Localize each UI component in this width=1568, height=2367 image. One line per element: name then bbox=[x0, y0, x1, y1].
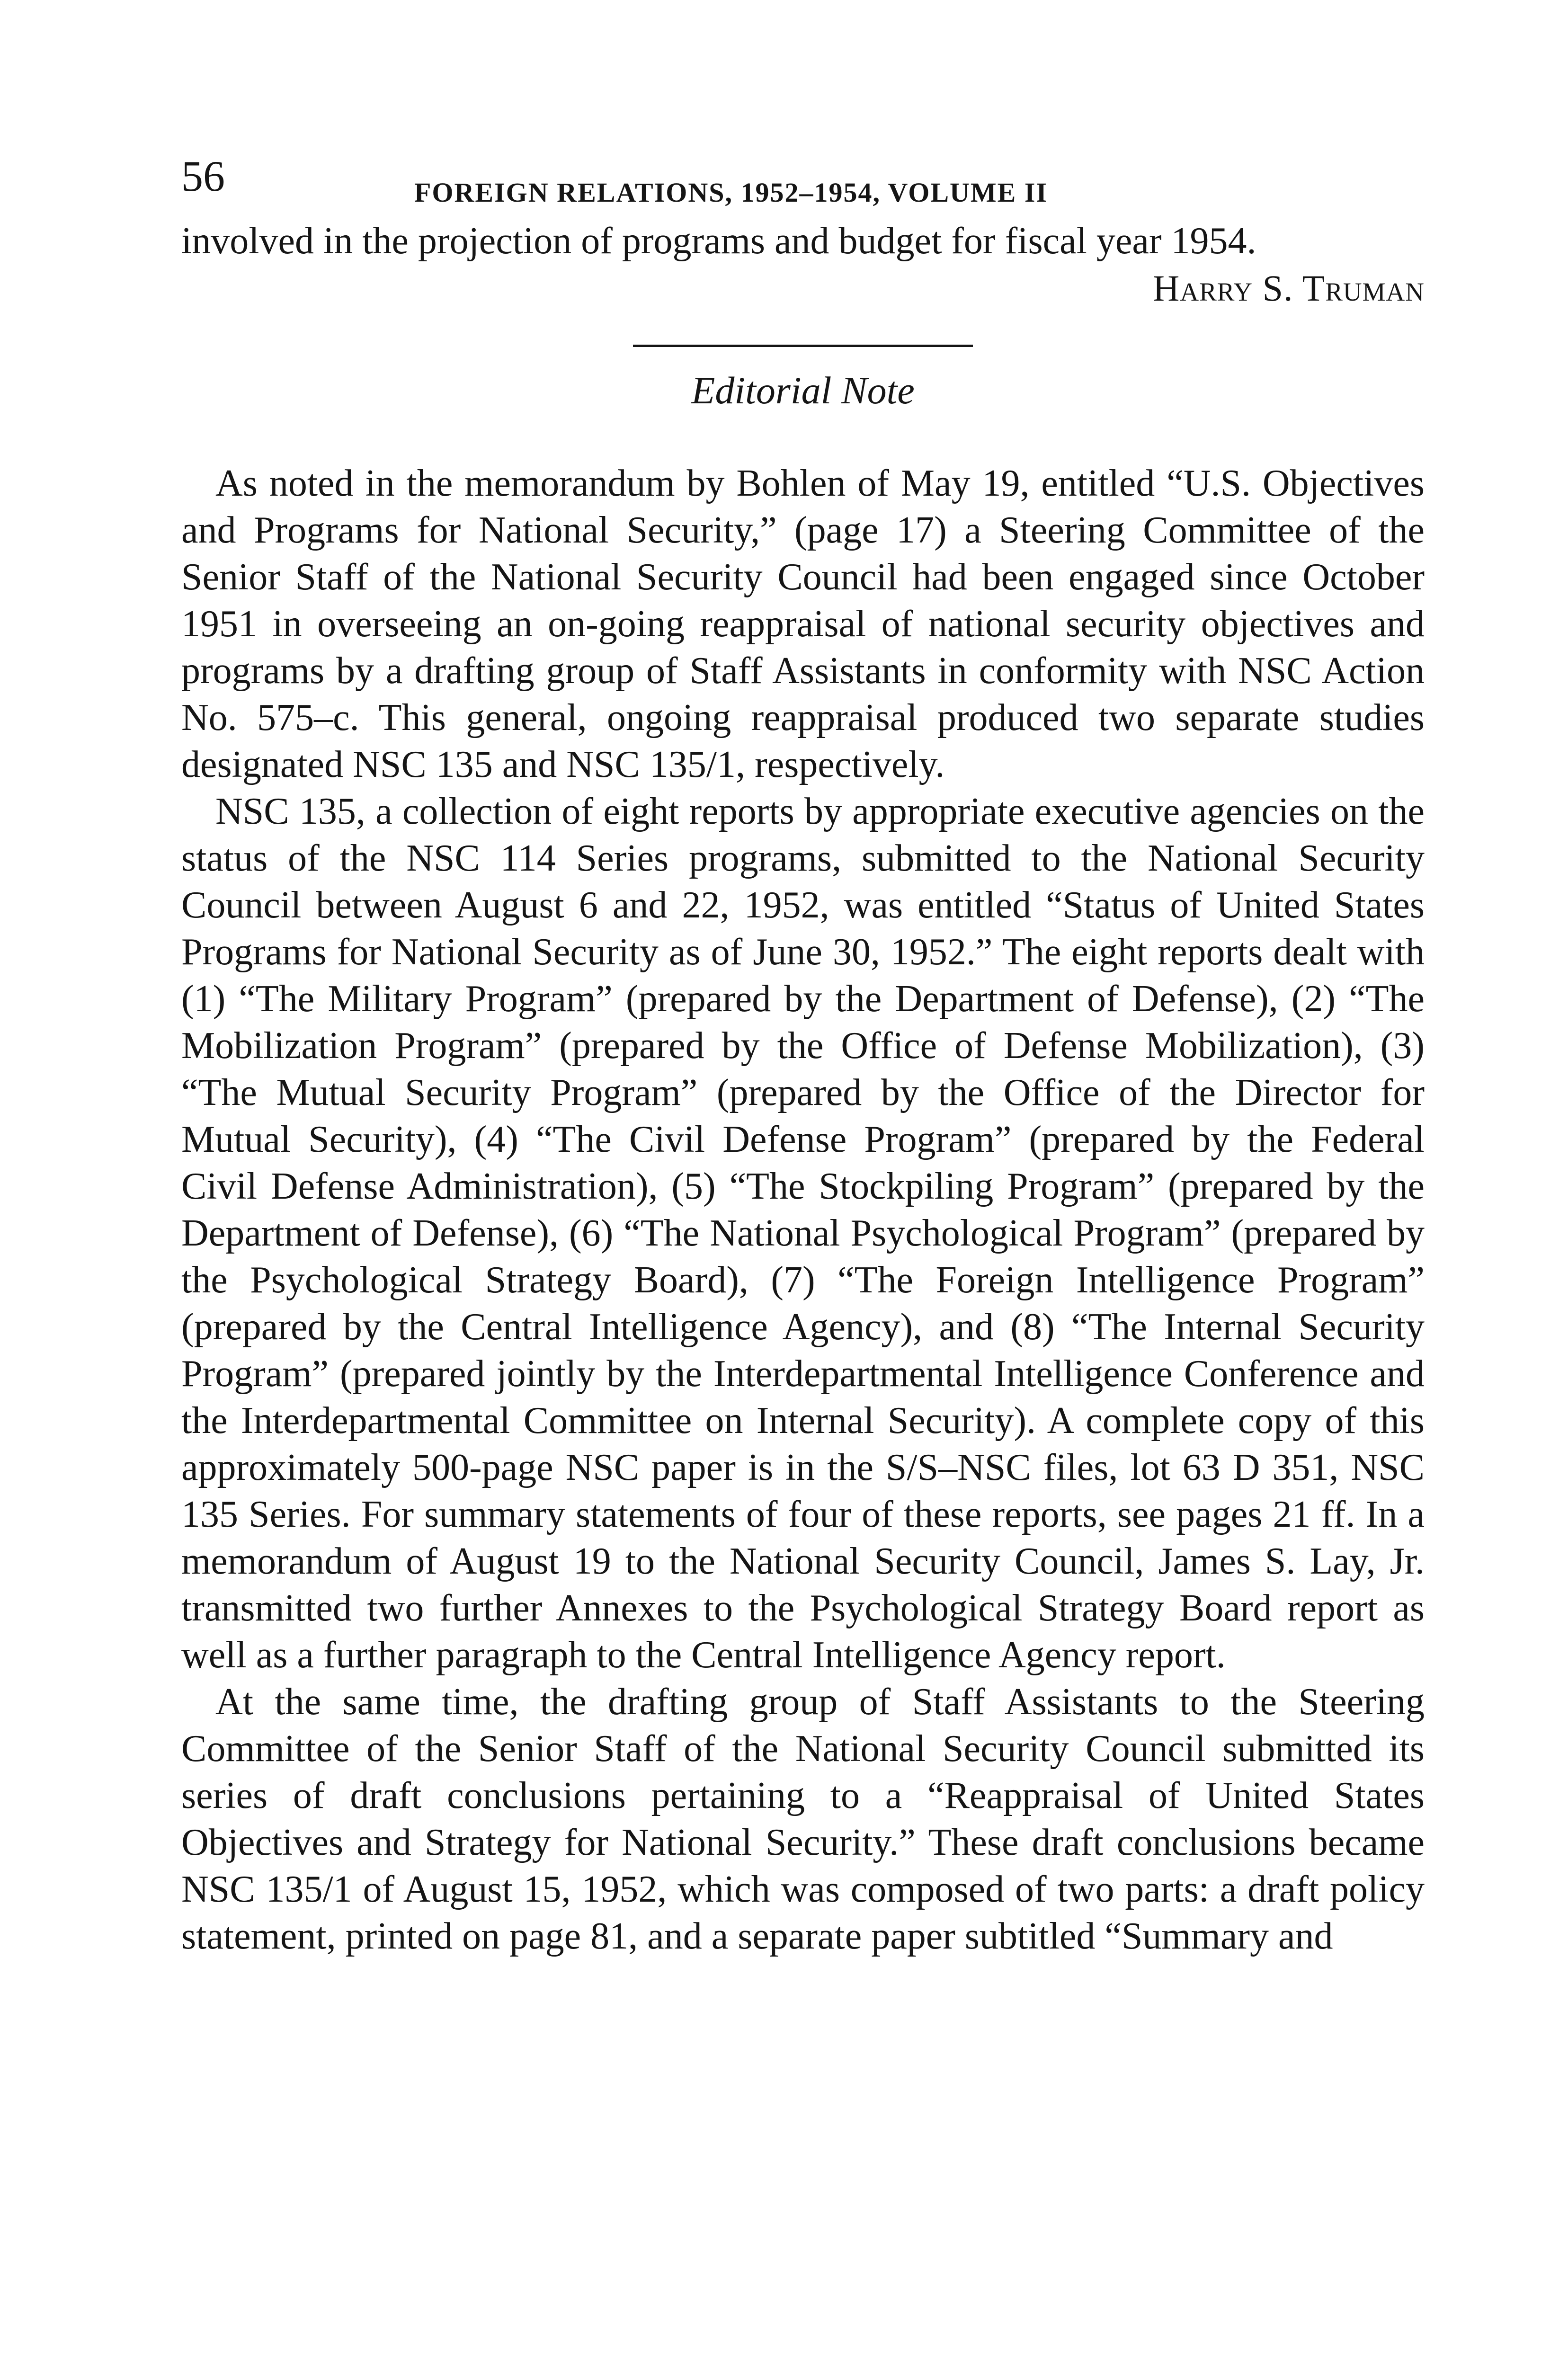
signature: Harry S. Truman bbox=[1153, 267, 1425, 309]
page-number: 56 bbox=[181, 152, 225, 200]
text-column bbox=[181, 151, 1425, 1960]
paragraph-1: As noted in the memorandum by Bohlen of May 19, entitled “U.S. Objectives and Programs for National Security,” (page 17) a Steering Committee of the Senior Staff of the National Security Council had been engaged since October 1951 in overseeing an on-going reappraisal of national security objectives and programs by a drafting group of Staff Assistants in conformity with NSC Action No. 575–c. This general, ongoing reappraisal produced two separate studies designated NSC 135 and NSC 135/1, respectively. bbox=[181, 463, 1425, 785]
opening-text: involved in the projection of programs and budget for fiscal year 1954. bbox=[181, 220, 1256, 262]
section-divider bbox=[633, 345, 973, 347]
editorial-note-title: Editorial Note bbox=[691, 369, 915, 412]
paragraph-3: At the same time, the drafting group of Staff Assistants to the Steering Committee of the Senior Staff of the National Security Council submitted its series of draft conclusions pertaining to a “Reappraisal of United States Objectives and Strategy for National Security.” These draft conclusions became NSC 135/1 of August 15, 1952, which was composed of two parts: a draft policy statement, printed on page 81, and a separate paper subtitled “Summary and bbox=[181, 1681, 1425, 1957]
paragraph-2: NSC 135, a collection of eight reports by appropriate executive agencies on the status of the NSC 114 Series programs, submitted to the National Security Council between August 6 and 22, 1952, was entitled “Status of United States Programs for National Security as of June 30, 1952.” The eight reports dealt with (1) “The Military Program” (prepared by the Department of Defense), (2) “The Mobilization Program” (prepared by the Office of Defense Mobilization), (3) “The Mutual Security Program” (prepared by the Office of the Director for Mutual Security), (4) “The Civil Defense Program” (prepared by the Federal Civil Defense Administration), (5) “The Stockpiling Program” (prepared by the Department of Defense), (6) “The National Psychological Program” (prepared by the Psychological Strategy Board), (7) “The Foreign Intelligence Program” (prepared by the Central Intelligence Agency), and (8) “The Internal Security Program” (prepared jointly by the Interdepartmental Intelligence Conference and the Interdepartmental Committee on Internal Security). A complete copy of this approximately 500-page NSC paper is in the S/S–NSC files, lot 63 D 351, NSC 135 Series. For summary statements of four of these reports, see pages 21 ff. In a memorandum of August 19 to the National Security Council, James S. Lay, Jr. transmitted two further Annexes to the Psychological Strategy Board report as well as a further paragraph to the Central Intelligence Agency report. bbox=[181, 791, 1425, 1676]
running-header bbox=[181, 151, 1425, 218]
running-title: FOREIGN RELATIONS, 1952–1954, VOLUME II bbox=[414, 177, 1048, 208]
